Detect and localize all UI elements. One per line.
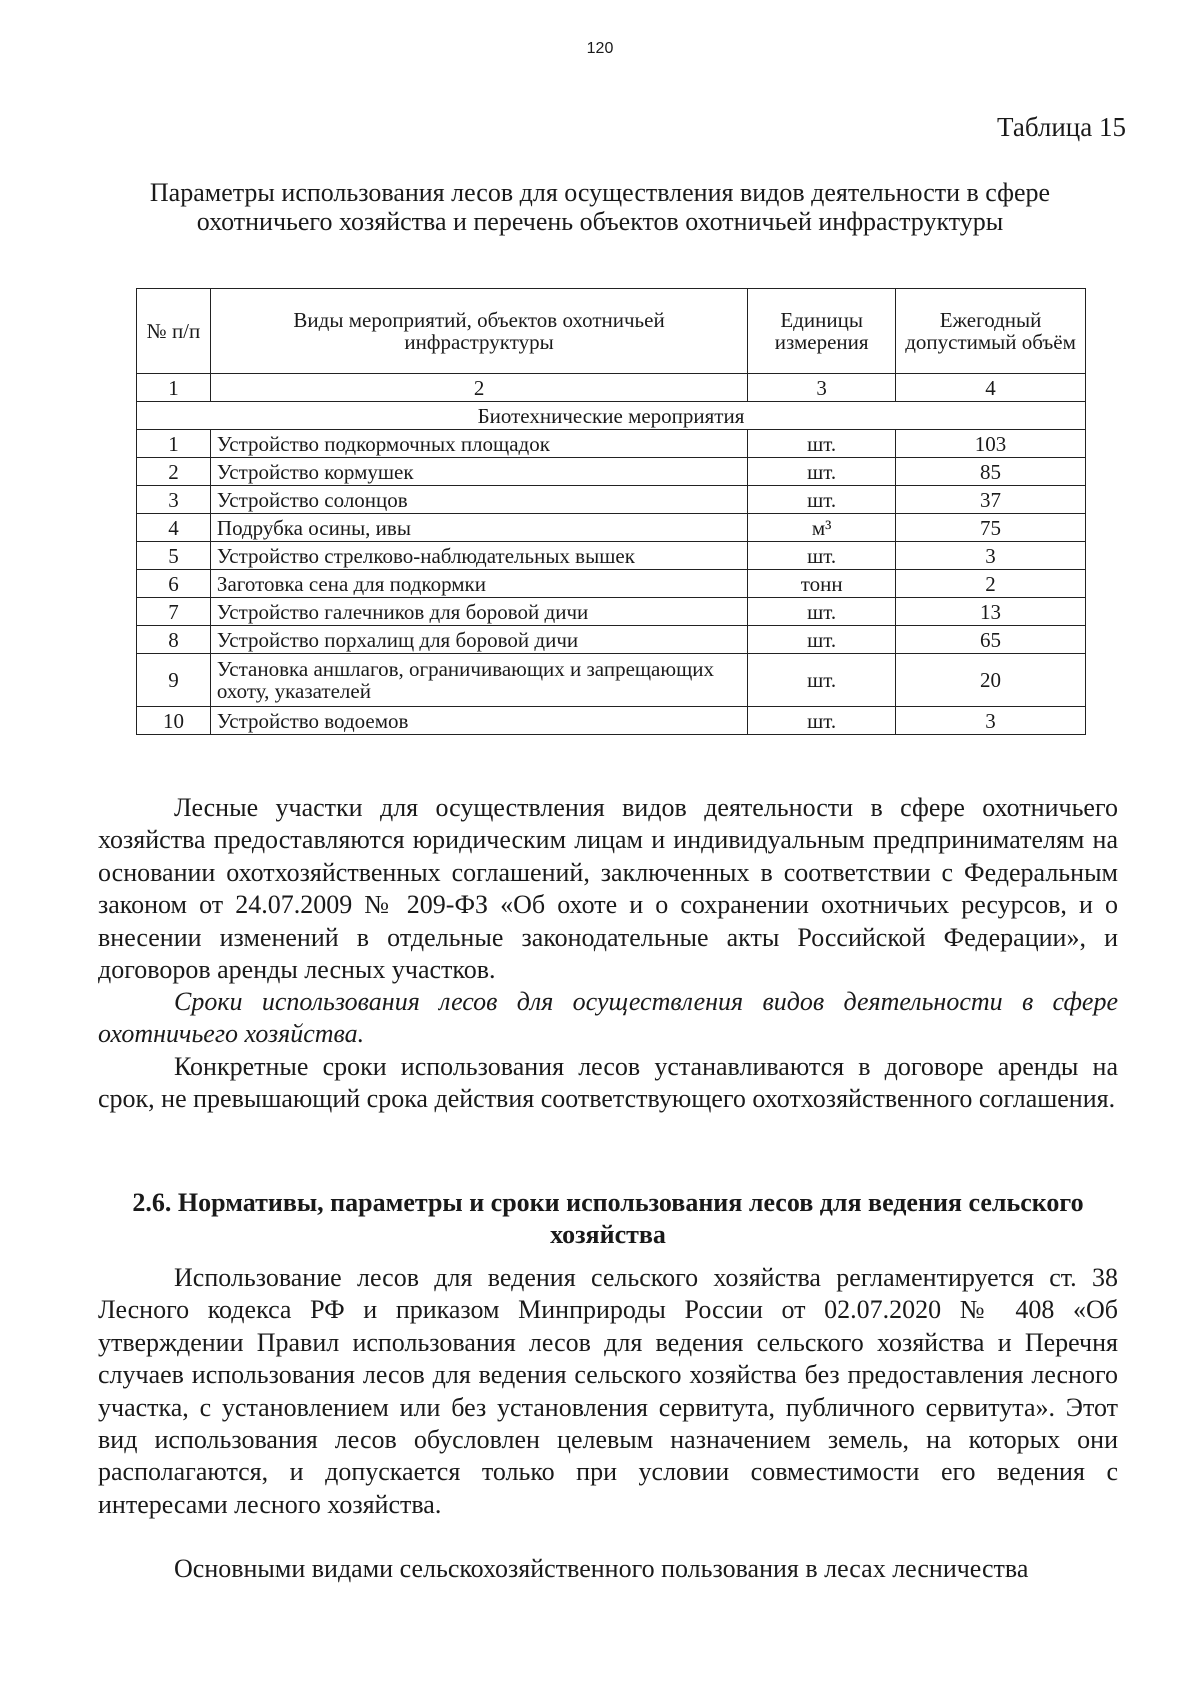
row-unit: шт. (748, 598, 896, 626)
table-row (137, 707, 1086, 735)
row-number: 10 (137, 707, 211, 735)
row-volume: 20 (896, 654, 1086, 707)
row-number: 5 (137, 542, 211, 570)
header-unit: Единицы измерения (748, 289, 896, 374)
row-number: 8 (137, 626, 211, 654)
table-row (137, 570, 1086, 598)
section-heading: 2.6. Нормативы, параметры и сроки использования лесов для ведения сельского хозяйства (132, 1188, 1084, 1249)
paragraph-terms-heading: Сроки использования лесов для осуществления видов деятельности в сфере охотничьего хозяйства. (98, 987, 1118, 1049)
row-activity: Устройство галечников для боровой дичи (210, 598, 747, 626)
row-activity: Устройство стрелково-наблюдательных вышек (210, 542, 747, 570)
section-title: Биотехнические мероприятия (137, 402, 1086, 430)
row-unit: м³ (748, 514, 896, 542)
row-activity: Устройство водоемов (210, 707, 747, 735)
row-number: 1 (137, 430, 211, 458)
column-number-row (137, 374, 1086, 402)
row-volume: 75 (896, 514, 1086, 542)
row-volume: 3 (896, 542, 1086, 570)
row-volume: 37 (896, 486, 1086, 514)
page-number: 120 (586, 40, 614, 57)
table-row (137, 654, 1086, 707)
column-number: 1 (137, 374, 211, 402)
row-volume: 13 (896, 598, 1086, 626)
header-activity: Виды мероприятий, объектов охотничьей инфраструктуры (210, 289, 747, 374)
row-number: 9 (137, 654, 211, 707)
row-activity: Устройство подкормочных площадок (210, 430, 747, 458)
row-volume: 85 (896, 458, 1086, 486)
row-number: 6 (137, 570, 211, 598)
column-number: 4 (896, 374, 1086, 402)
table-row (137, 542, 1086, 570)
row-activity: Устройство кормушек (210, 458, 747, 486)
paragraph-agriculture-types: Основными видами сельскохозяйственного пользования в лесах лесничества (174, 1554, 1029, 1583)
row-number: 7 (137, 598, 211, 626)
row-activity: Устройство солонцов (210, 486, 747, 514)
table-row (137, 626, 1086, 654)
row-volume: 65 (896, 626, 1086, 654)
table-row (137, 598, 1086, 626)
row-volume: 3 (896, 707, 1086, 735)
table-label: Таблица 15 (997, 112, 1126, 142)
table-header-row (137, 289, 1086, 374)
column-number: 3 (748, 374, 896, 402)
section-row (137, 402, 1086, 430)
table-row (137, 486, 1086, 514)
row-volume: 103 (896, 430, 1086, 458)
row-number: 3 (137, 486, 211, 514)
row-activity: Подрубка осины, ивы (210, 514, 747, 542)
row-unit: шт. (748, 626, 896, 654)
row-unit: шт. (748, 430, 896, 458)
row-activity: Устройство порхалищ для боровой дичи (210, 626, 747, 654)
table-row (137, 430, 1086, 458)
header-volume: Ежегодный допустимый объём (896, 289, 1086, 374)
row-number: 4 (137, 514, 211, 542)
table-title: Параметры использования лесов для осуществления видов деятельности в сфере охотничьего хозяйства и перечень объектов охотничьей инфраструктуры (149, 178, 1051, 236)
column-number: 2 (210, 374, 747, 402)
paragraph-agriculture-regulation: Использование лесов для ведения сельского хозяйства регламентируется ст. 38 Лесного кодекса РФ и приказом Минприроды России от 02.07.2020 № 408 «Об утверждении Правил использования лесов для ведения сельского хозяйства и Перечня случаев использования лесов для ведения сельского хозяйства без предоставления лесного участка, с установлением или без установления сервитута, публичного сервитута». Этот вид использования лесов обусловлен целевым назначением земель, на которых они располагаются, и допускается только при условии совместимости его ведения с интересами лесного хозяйства. (98, 1263, 1118, 1519)
row-unit: шт. (748, 707, 896, 735)
hunting-activities-table (136, 288, 1086, 735)
table-row (137, 458, 1086, 486)
row-unit: тонн (748, 570, 896, 598)
paragraph-hunting-lease: Лесные участки для осуществления видов деятельности в сфере охотничьего хозяйства предоставляются юридическим лицам и индивидуальным предпринимателям на основании охотхозяйственных соглашений, заключенных в соответствии с Федеральным законом от 24.07.2009 № 209-ФЗ «Об охоте и о сохранении охотничьих ресурсов, и о внесении изменений в отдельные законодательные акты Российской Федерации», и договоров аренды лесных участков. (98, 793, 1118, 985)
table-row (137, 514, 1086, 542)
paragraph-lease-terms: Конкретные сроки использования лесов устанавливаются в договоре аренды на срок, не превышающий срока действия соответствующего охотхозяйственного соглашения. (98, 1052, 1118, 1114)
row-activity: Установка аншлагов, ограничивающих и запрещающих охоту, указателей (210, 654, 747, 707)
row-unit: шт. (748, 458, 896, 486)
row-volume: 2 (896, 570, 1086, 598)
header-number: № п/п (137, 289, 211, 374)
row-unit: шт. (748, 486, 896, 514)
row-activity: Заготовка сена для подкормки (210, 570, 747, 598)
row-unit: шт. (748, 542, 896, 570)
row-number: 2 (137, 458, 211, 486)
row-unit: шт. (748, 654, 896, 707)
